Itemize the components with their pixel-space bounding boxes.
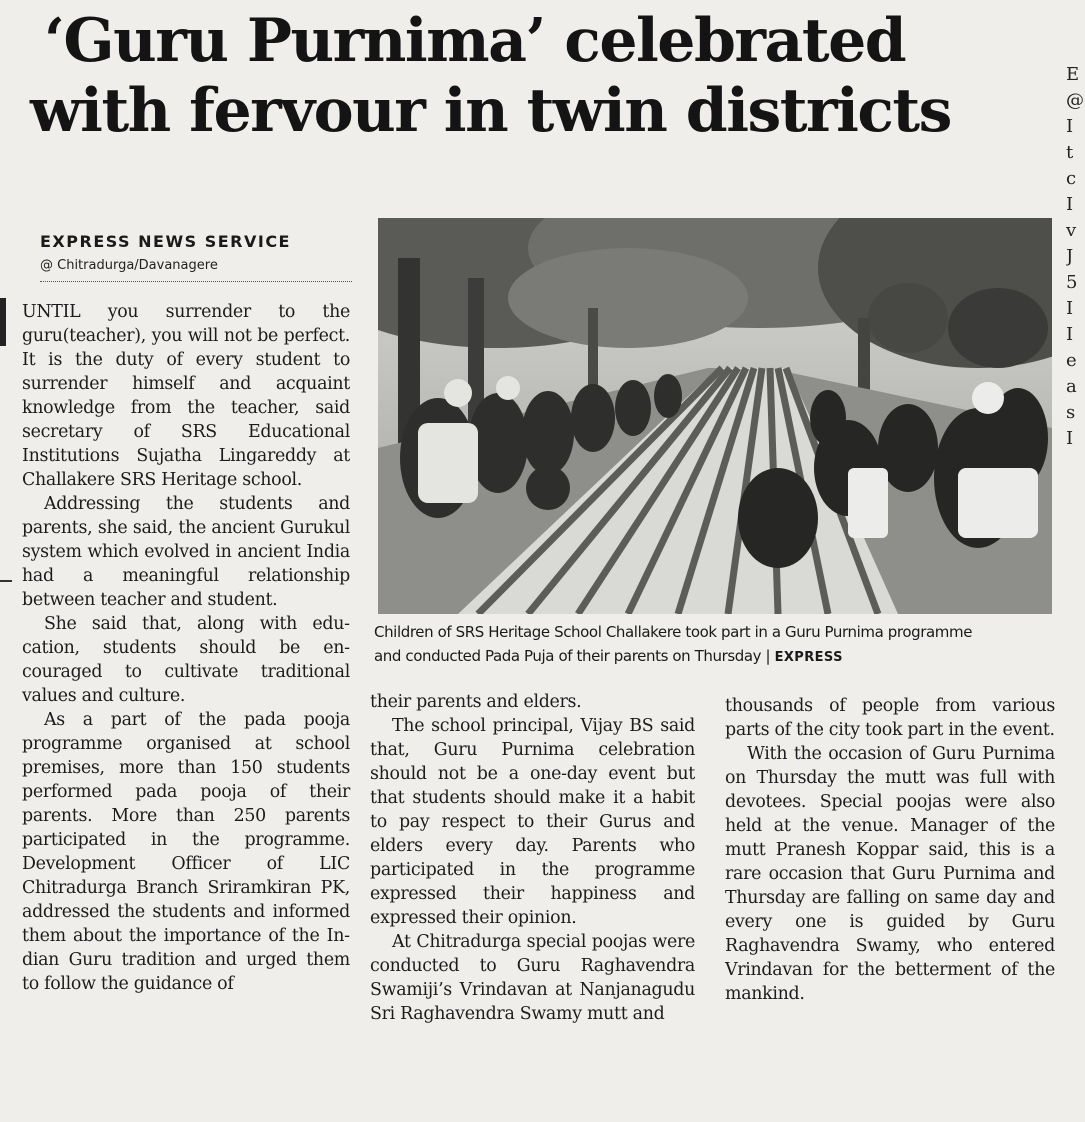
paragraph: At Chitradurga special poojas were conducted to Guru Raghavendra Swamiji’s Vrindavan at Nanjanagudu Sri Raghavendra Swamy mutt and	[370, 932, 695, 1024]
paragraph: thousands of people from various parts of the city took part in the event.	[725, 696, 1055, 740]
photo-credit: EXPRESS	[774, 650, 843, 665]
edge-fragment: E	[1066, 64, 1080, 85]
edge-fragment: c	[1066, 168, 1077, 189]
byline-agency: EXPRESS NEWS SERVICE	[40, 232, 291, 251]
event-photo	[378, 218, 1052, 614]
adjacent-article-edge	[1066, 62, 1085, 452]
edge-fragment: I	[1066, 298, 1074, 319]
edge-fragment: J	[1066, 246, 1074, 267]
headline	[30, 6, 1050, 146]
caption-text: and conducted Pada Puja of their parents on Thursday |	[374, 647, 771, 665]
edge-fragment: 5	[1066, 272, 1078, 293]
paragraph: With the occasion of Guru Purnima on Thursday the mutt was full with devotees. Special poojas were also held at the venue. Manager of the mutt Pranesh Koppar said, this is a rare occasion that Guru Purnima and Thursday are falling on same day and every one is guided by Guru Raghavendra Swamy, who entered Vrindavan for the betterment of the mankind.	[725, 744, 1055, 1004]
article-column-3	[725, 694, 1055, 1006]
edge-fragment: a	[1066, 376, 1077, 397]
paragraph: As a part of the pada pooja programme organised at school premises, more than 150 students performed pada pooja of their parents. More than 250 parents participated in the programme. Development Officer of LIC Chitradurga Branch Sriramkiran PK, addressed the students and informed them about the importance of the Indian Guru tradition and urged them to follow the guidance of	[22, 710, 350, 994]
paragraph: UNTIL you surrender to the guru(teacher), you will not be perfect. It is the duty of every student to surrender himself and acquaint knowledge from the teacher, said secretary of SRS Educational Institutions Sujatha Lingareddy at Challakere SRS Heritage school.	[22, 302, 350, 490]
edge-fragment: s	[1066, 402, 1076, 423]
edge-fragment: I	[1066, 116, 1074, 137]
edge-fragment: e	[1066, 350, 1077, 371]
headline-line-1: ‘Guru Purnima’ celebrated	[44, 6, 906, 76]
caption-line-1: Children of SRS Heritage School Challakere took part in a Guru Purnima programme	[374, 623, 973, 641]
photo-caption	[374, 620, 1054, 670]
paragraph: The school principal, Vijay BS said that, Guru Purnima celebration should not be a one-day event but that students should make it a habit to pay respect to their Gurus and elders every day. Parents who participated in the programme expressed their happiness and expressed their opinion.	[370, 716, 695, 928]
edge-fragment: v	[1066, 220, 1077, 241]
edge-fragment: I	[1066, 324, 1074, 345]
paragraph: their parents and elders.	[370, 692, 582, 712]
left-edge-mark	[0, 298, 6, 346]
byline-divider	[40, 281, 352, 282]
left-edge-dash	[0, 580, 12, 582]
article-column-1	[22, 300, 350, 996]
headline-line-2: with fervour in twin districts	[30, 76, 951, 146]
byline-location: @ Chitradurga/Davanagere	[40, 258, 218, 273]
paragraph: Addressing the students and parents, she said, the ancient Gurukul system which evolved in ancient India had a meaningful relationship between teacher and student.	[22, 494, 350, 610]
paragraph: She said that, along with education, students should be encouraged to cultivate traditional values and culture.	[22, 614, 350, 706]
edge-fragment: I	[1066, 194, 1074, 215]
photo-illustration	[378, 218, 1052, 614]
caption-line-2	[374, 644, 1054, 670]
edge-fragment: I	[1066, 428, 1074, 449]
edge-fragment: t	[1066, 142, 1074, 163]
article-column-2	[370, 690, 695, 1026]
edge-fragment: @	[1066, 90, 1084, 111]
